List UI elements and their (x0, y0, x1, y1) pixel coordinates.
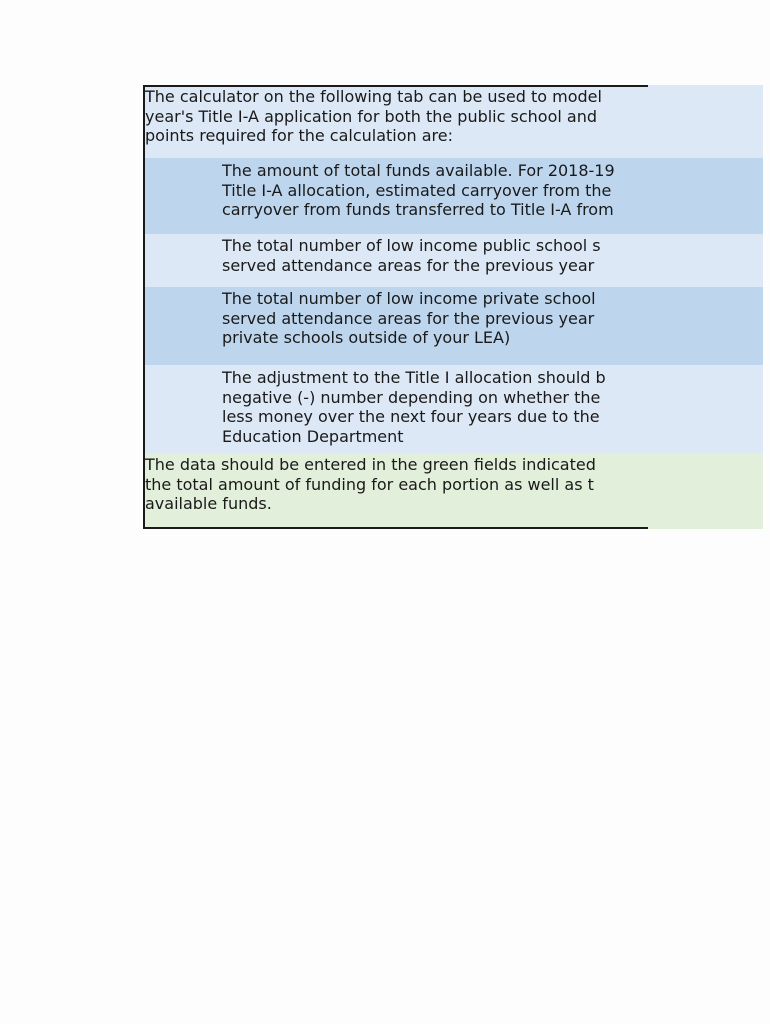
item-line: carryover from funds transferred to Title I-A from (222, 200, 614, 219)
footer-line: available funds. (145, 494, 272, 513)
item-text (222, 161, 615, 220)
table-border-left (143, 85, 145, 529)
table-border-top (143, 85, 648, 87)
intro-cell (143, 85, 648, 158)
item-cell-adjustment (143, 365, 648, 453)
footer-line: the total amount of funding for each portion as well as t (145, 474, 594, 494)
intro-line: The calculator on the following tab can be used to model (145, 87, 602, 106)
item-text (222, 368, 606, 446)
instructions-sheet (143, 85, 763, 529)
item-line: Education Department (222, 426, 404, 446)
intro-text (145, 87, 602, 146)
item-text (222, 289, 596, 348)
footer-text (145, 455, 596, 514)
item-line: served attendance areas for the previous year (222, 255, 595, 275)
item-line: negative (-) number depending on whether the (222, 387, 601, 407)
item-line: The total number of low income public school s (222, 236, 601, 255)
item-line: The amount of total funds available. For 2018-19 (222, 161, 615, 180)
item-line: The total number of low income private school (222, 289, 596, 308)
item-line: less money over the next four years due to the (222, 407, 600, 426)
item-cell-public-students (143, 234, 648, 287)
item-text (222, 236, 601, 275)
footer-line: The data should be entered in the green fields indicated (145, 455, 596, 474)
item-cell-private-students (143, 287, 648, 365)
footer-cell (143, 453, 648, 529)
item-line: The adjustment to the Title I allocation should b (222, 368, 606, 387)
overflow-column (648, 85, 763, 529)
table-border-bottom (143, 527, 648, 529)
intro-line: year's Title I-A application for both the public school and (145, 106, 597, 126)
item-line: private schools outside of your LEA) (222, 328, 511, 347)
item-line: served attendance areas for the previous year (222, 308, 595, 328)
visible-cells (143, 85, 648, 529)
item-cell-total-funds (143, 158, 648, 234)
item-line: Title I-A allocation, estimated carryover from the (222, 180, 612, 200)
intro-line: points required for the calculation are: (145, 126, 454, 145)
